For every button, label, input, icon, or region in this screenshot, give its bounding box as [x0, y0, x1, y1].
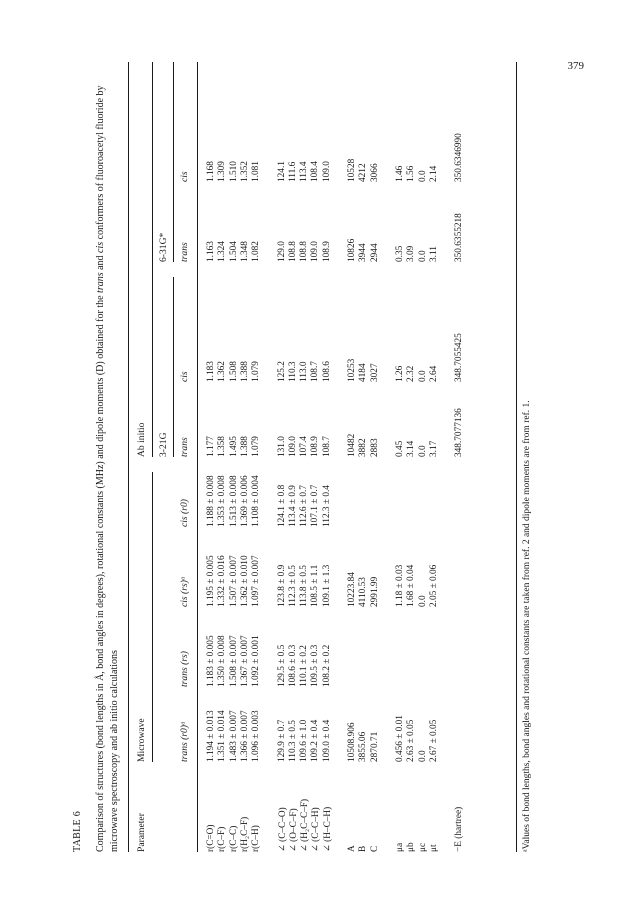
row-parameter: μc [417, 842, 428, 852]
row-parameter: r(H₂C–F) [239, 816, 250, 852]
table-caption: Comparison of structures (bond lengths in Å, bond angles in degrees), rotational constants (MHz) and dipole moments (D) obtained for the trans and cis conformers of fluoroacetyl fluoride by microwave spectroscopy and ab initio calculations [95, 85, 120, 852]
row-value: 1.18 ± 0.03 [394, 564, 405, 607]
row-value: 124.1 [276, 161, 287, 182]
row-value: 113.8 ± 0.5 [299, 565, 310, 607]
row-value: 2.14 [428, 165, 439, 182]
row-value: 3.09 [406, 245, 417, 262]
row-value: 108.6 [321, 361, 332, 382]
row-value: 3.17 [428, 440, 439, 457]
row-parameter: ∠ (O–C–F) [288, 808, 299, 852]
row-parameter: B [358, 845, 369, 852]
row-value: 0.0 [417, 250, 428, 262]
row-value: 109.0 [310, 241, 321, 262]
basis-321g-underline [173, 277, 174, 457]
column-header-3: cis (rs)ᵃ [179, 576, 190, 607]
row-value: 112.3 ± 0.5 [287, 565, 298, 607]
row-parameter: −E (hartree) [454, 806, 465, 852]
row-value: 108.9 [321, 241, 332, 262]
row-value: 109.0 ± 0.4 [321, 719, 332, 762]
row-value: 1.353 ± 0.008 [217, 475, 228, 527]
row-value: 1.513 ± 0.008 [228, 475, 239, 527]
column-header-1: trans (r0)ᵃ [179, 721, 190, 762]
row-value: 1.362 ± 0.010 [239, 555, 250, 607]
row-value: 0.456 ± 0.01 [394, 715, 405, 762]
row-parameter: r(C–H) [251, 825, 262, 852]
row-value: 2.64 [428, 365, 439, 382]
table-label: TABLE 6 [72, 810, 83, 852]
row-value: 1.388 [239, 436, 250, 457]
row-value: 4212 [358, 163, 369, 182]
row-parameter: ∠ (H–C–H) [322, 806, 333, 852]
row-value: 1.351 ± 0.014 [217, 710, 228, 762]
row-value: 1.309 [217, 161, 228, 182]
row-value: 1.324 [217, 241, 228, 262]
row-value: 123.8 ± 0.9 [276, 564, 287, 607]
row-value: 1.183 ± 0.005 [206, 635, 216, 687]
row-value: 0.45 [394, 440, 405, 457]
row-value: 1.366 ± 0.007 [239, 710, 250, 762]
row-value: 109.5 ± 0.3 [310, 644, 321, 687]
row-value: 109.6 ± 1.0 [299, 719, 310, 762]
row-value: 1.350 ± 0.008 [217, 635, 228, 687]
row-value: 1.68 ± 0.04 [406, 564, 417, 607]
row-value: 113.0 [299, 361, 310, 382]
row-value: 4184 [358, 363, 369, 382]
row-value: 112.6 ± 0.7 [299, 485, 310, 527]
column-header-8: cis [179, 171, 190, 182]
row-value: 0.0 [417, 750, 428, 762]
row-value: 1.369 ± 0.006 [239, 475, 250, 527]
row-value: 10826 [347, 238, 357, 262]
row-value: 108.7 [310, 361, 321, 382]
row-value: 109.1 ± 1.3 [321, 564, 332, 607]
row-value: 0.0 [417, 170, 428, 182]
row-value: 3.11 [428, 246, 439, 262]
row-value: 1.079 [251, 436, 262, 457]
row-value: 1.507 ± 0.007 [228, 555, 239, 607]
top-rule [128, 62, 129, 852]
row-value: 1.079 [251, 361, 262, 382]
row-value: 4110.53 [358, 577, 369, 607]
row-value: 2870.71 [369, 731, 380, 762]
header-ab-initio: Ab initio [136, 422, 147, 457]
row-parameter: ∠ (C–C–H) [311, 807, 322, 852]
row-parameter: A [347, 845, 357, 852]
row-value: 1.362 [217, 361, 228, 382]
row-parameter: r(C–C) [228, 825, 239, 852]
row-value: 350.6346990 [454, 133, 465, 182]
row-value: 1.195 ± 0.005 [206, 555, 216, 607]
row-value: 1.388 [239, 361, 250, 382]
row-value: 1.348 [239, 241, 250, 262]
row-value: 108.8 [299, 241, 310, 262]
row-value: 1.508 ± 0.007 [228, 635, 239, 687]
row-value: 10482 [347, 433, 357, 457]
row-value: 110.3 [287, 361, 298, 382]
row-value: 3066 [369, 163, 380, 182]
row-value: 1.097 ± 0.007 [251, 555, 262, 607]
row-value: 124.1 ± 0.8 [276, 484, 287, 527]
row-value: 10508.906 [347, 722, 357, 762]
row-value: 2.05 ± 0.06 [428, 564, 439, 607]
row-value: 1.26 [394, 365, 405, 382]
row-value: 108.8 [287, 241, 298, 262]
row-value: 129.0 [276, 241, 287, 262]
row-value: 1.081 [251, 161, 262, 182]
row-parameter: C [369, 845, 380, 852]
row-value: 111.6 [287, 161, 298, 182]
row-value: 0.0 [417, 595, 428, 607]
basis-631g-underline [173, 62, 174, 262]
row-value: 108.2 ± 0.2 [321, 644, 332, 687]
ab-initio-underline [152, 62, 153, 457]
row-value: 113.4 [299, 161, 310, 182]
row-value: 10223.84 [347, 572, 357, 607]
row-value: 350.6355218 [454, 213, 465, 262]
row-value: 1.194 ± 0.013 [206, 710, 216, 762]
page-number: 379 [567, 60, 584, 72]
column-header-5: trans [179, 437, 190, 457]
row-value: 1.183 [206, 361, 216, 382]
row-parameter: μb [406, 842, 417, 852]
row-value: 1.082 [251, 241, 262, 262]
row-value: 348.7055425 [454, 333, 465, 382]
row-value: 108.5 ± 1.1 [310, 564, 321, 607]
row-value: 1.108 ± 0.004 [251, 475, 262, 527]
column-header-7: trans [179, 242, 190, 262]
row-value: 113.4 ± 0.9 [287, 485, 298, 527]
row-value: 0.0 [417, 445, 428, 457]
row-value: 107.4 [299, 436, 310, 457]
row-value: 1.358 [217, 436, 228, 457]
header-rule [197, 62, 198, 852]
bottom-rule [516, 62, 517, 852]
row-value: 1.177 [206, 436, 216, 457]
row-value: 1.56 [406, 165, 417, 182]
row-value: 3944 [358, 243, 369, 262]
row-value: 108.7 [321, 436, 332, 457]
row-value: 108.4 [310, 161, 321, 182]
row-value: 1.168 [206, 161, 216, 182]
row-value: 0.0 [417, 370, 428, 382]
row-parameter: μt [428, 844, 439, 852]
row-value: 2883 [369, 438, 380, 457]
table-footnote: ᵃValues of bond lengths, bond angles and rotational constants are taken from ref. 2 and dipole moments are from ref. 1. [522, 400, 532, 852]
header-microwave: Microwave [136, 718, 147, 762]
row-value: 1.188 ± 0.008 [206, 475, 216, 527]
row-value: 348.7077136 [454, 408, 465, 457]
row-value: 1.163 [206, 241, 216, 262]
row-value: 3855.06 [358, 731, 369, 762]
row-value: 109.0 [287, 436, 298, 457]
row-value: 112.3 ± 0.4 [321, 485, 332, 527]
row-value: 110.1 ± 0.2 [299, 645, 310, 687]
row-value: 3027 [369, 363, 380, 382]
row-value: 131.0 [276, 436, 287, 457]
row-value: 10528 [347, 158, 357, 182]
row-value: 1.096 ± 0.003 [251, 710, 262, 762]
row-parameter: r(C=O) [206, 824, 216, 852]
row-value: 0.35 [394, 245, 405, 262]
row-parameter: ∠ (C–C–O) [277, 807, 288, 852]
row-value: 2.67 ± 0.05 [428, 719, 439, 762]
row-value: 129.5 ± 0.5 [276, 644, 287, 687]
row-value: 1.483 ± 0.007 [228, 710, 239, 762]
column-header-2: trans (rs) [179, 651, 190, 687]
row-value: 1.508 [228, 361, 239, 382]
header-parameter: Parameter [136, 813, 147, 852]
row-parameter: r(C–F) [217, 826, 228, 852]
row-value: 3882 [358, 438, 369, 457]
row-value: 1.332 ± 0.016 [217, 555, 228, 607]
row-value: 109.0 [321, 161, 332, 182]
header-basis-631g: 6-31G* [158, 232, 169, 262]
row-value: 109.2 ± 0.4 [310, 719, 321, 762]
row-value: 1.352 [239, 161, 250, 182]
row-parameter: ∠ (H₂C–C–F) [300, 798, 311, 852]
row-value: 125.2 [276, 361, 287, 382]
microwave-underline [152, 472, 153, 762]
rotated-table-page [60, 52, 540, 852]
row-value: 3.14 [406, 440, 417, 457]
row-value: 2.63 ± 0.05 [406, 719, 417, 762]
row-value: 2991.99 [369, 576, 380, 607]
row-value: 2.32 [406, 365, 417, 382]
row-parameter: μa [394, 842, 405, 852]
column-header-4: cis (r0) [179, 499, 190, 527]
row-value: 1.510 [228, 161, 239, 182]
row-value: 1.367 ± 0.007 [239, 635, 250, 687]
row-value: 108.9 [310, 436, 321, 457]
row-value: 1.46 [394, 165, 405, 182]
row-value: 2944 [369, 243, 380, 262]
row-value: 1.495 [228, 436, 239, 457]
row-value: 129.9 ± 0.7 [276, 719, 287, 762]
header-basis-321g: 3-21G [158, 432, 169, 457]
row-value: 110.3 ± 0.5 [287, 720, 298, 762]
row-value: 1.504 [228, 241, 239, 262]
row-value: 108.6 ± 0.3 [287, 644, 298, 687]
row-value: 107.1 ± 0.7 [310, 484, 321, 527]
column-header-6: cis [179, 371, 190, 382]
row-value: 1.092 ± 0.001 [251, 635, 262, 687]
row-value: 10253 [347, 358, 357, 382]
